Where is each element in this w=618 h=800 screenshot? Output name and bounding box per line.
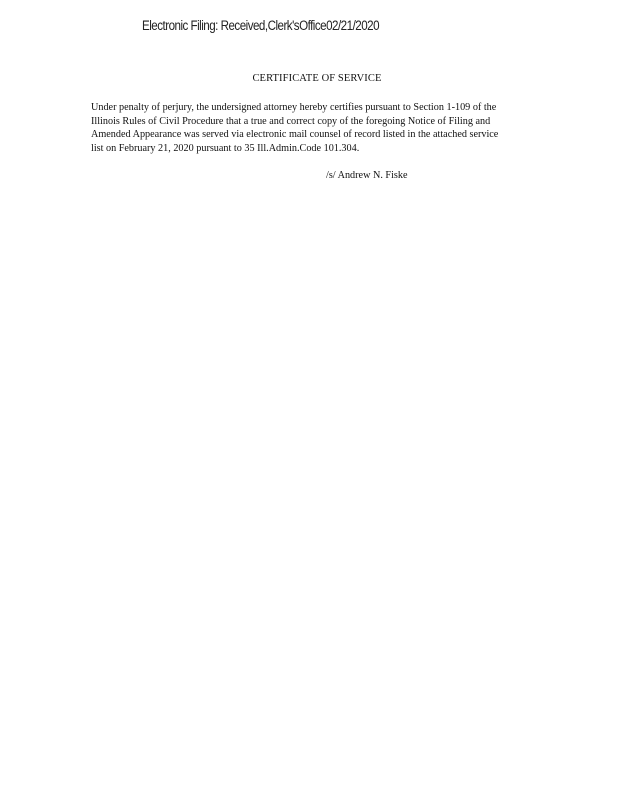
certificate-body-line: Under penalty of perjury, the undersigned attorney hereby certifies pursuant to Section 1-109 of the xyxy=(91,102,497,113)
document-title: CERTIFICATE OF SERVICE xyxy=(252,73,382,84)
attorney-signature: /s/ Andrew N. Fiske xyxy=(326,170,408,181)
electronic-filing-stamp: Electronic Filing: Received,Clerk'sOffice02/21/2020 xyxy=(142,18,380,33)
certificate-body-line: list on February 21, 2020 pursuant to 35 Ill.Admin.Code 101.304. xyxy=(91,142,360,154)
certificate-body-line: Amended Appearance was served via electronic mail counsel of record listed in the attached service xyxy=(91,129,499,141)
certificate-body xyxy=(91,101,561,155)
certificate-body-line: Illinois Rules of Civil Procedure that a true and correct copy of the foregoing Notice of Filing and xyxy=(91,115,491,127)
